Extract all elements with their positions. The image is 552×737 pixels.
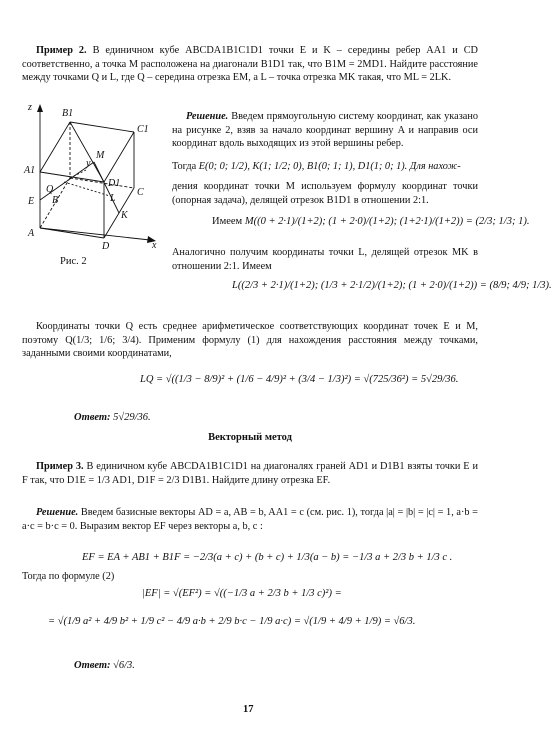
lq-formula: LQ = √((1/3 − 8/9)² + (1/6 − 4/9)² + (3/4 − 1/3)²) = √(725/36²) = 5√29/36. <box>140 374 459 385</box>
fig-label-c1: C1 <box>137 124 149 135</box>
fig-label-m: M <box>96 150 105 161</box>
fig-label-x: x <box>152 240 157 251</box>
example-3-text: В единичном кубе ABCDA1B1C1D1 на диагоналях граней AD1 и D1B1 взяты точки E и F так, что D1E = 1/3 AD1, D1F = 2/3 D1B1. Найдите длину отрезка EF. <box>22 461 478 486</box>
fig-label-k: K <box>121 210 128 221</box>
ef-length-1: |EF| = √(EF²) = √((−1/3 a + 2/3 b + 1/3 c)²) = <box>142 588 342 599</box>
fig-label-e: E <box>28 196 35 207</box>
example-3-solution: Решение. Введем базисные векторы AD = a, AB = b, AA1 = c (см. рис. 1), тогда |a| = |b| = |c| = 1, a·b = a·c = b·c = 0. Выразим вектор EF через векторы a, b, c : <box>22 507 478 532</box>
fig-label-a: A <box>28 228 35 239</box>
example-3-statement <box>22 460 478 487</box>
solution-intro <box>172 110 478 151</box>
example-2-statement <box>22 44 478 85</box>
fig-label-d1: D1 <box>108 178 121 189</box>
solution-label: Решение. <box>186 111 229 122</box>
page-number: 17 <box>243 704 254 715</box>
answer-3: Ответ: √6/3. <box>74 660 135 671</box>
cube-figure <box>22 100 170 250</box>
fig-label-c: C <box>137 187 144 198</box>
example-2-label: Пример 2. <box>36 45 87 56</box>
fig-label-a1: A1 <box>24 165 36 176</box>
fig-label-q: Q <box>46 184 54 195</box>
example-2-text: В единичном кубе ABCDA1B1C1D1 точки E и K – середины ребер AA1 и CD соответственно, а точка M расположена на диагонали B1D1 так, что B1M = 2MD1. Найдите расстояние между точками Q и L, где Q – середина отрезка EM, а L – точка отрезка MK такая, что ML = 2LK. <box>22 45 478 84</box>
figure-caption: Рис. 2 <box>60 256 87 267</box>
l-formula: L((2/3 + 2·1)/(1+2); (1/3 + 2·1/2)/(1+2); (1 + 2·0)/(1+2)) = (8/9; 4/9; 1/3). <box>232 280 552 291</box>
ef-formula: EF = EA + AB1 + B1F = −2/3(a + c) + (b + c) + 1/3(a − b) = −1/3 a + 2/3 b + 1/3 c . <box>82 552 453 563</box>
solution-p5: Координаты точки Q есть среднее арифметическое соответствующих координат точек E и M, поэтому Q(1/3; 1/6; 3/4). Применим формулу (1) для нахождения расстояния между точками, заданными своими координатами, <box>22 321 478 360</box>
example-3-label: Пример 3. <box>36 461 84 472</box>
solution-p1: Введем прямоугольную систему координат, как указано на рисунке 2, взяв за начало координат вершину A и направив оси координат вдоль выходящих из этой вершины ребер. <box>172 111 478 150</box>
fig-label-l: L <box>110 193 116 204</box>
ef-length-2: = √(1/9 a² + 4/9 b² + 1/9 c² − 4/9 a·b + 2/9 b·c − 1/9 a·c) = √(1/9 + 4/9 + 1/9) = √6/3. <box>48 616 416 627</box>
m-formula: Имеем M((0 + 2·1)/(1+2); (1 + 2·0)/(1+2); (1+2·1)/(1+2)) = (2/3; 1/3; 1). <box>212 216 530 227</box>
fig-label-d: D <box>102 241 110 252</box>
fig-label-b1: B1 <box>62 108 74 119</box>
coords-line: Тогда E(0; 0; 1/2), K(1; 1/2; 0), B1(0; 1; 1), D1(1; 0; 1). Для нахож- <box>172 161 461 172</box>
fig-label-z: z <box>28 102 32 113</box>
fig-label-y: y <box>86 158 91 169</box>
fig-label-b: B <box>52 195 59 206</box>
section-heading: Векторный метод <box>208 432 292 443</box>
answer-2: Ответ: 5√29/36. <box>74 412 151 423</box>
x-axis <box>40 228 150 240</box>
then-formula: Тогда по формуле (2) <box>22 571 115 582</box>
solution-p3: дения координат точки M используем формулу координат точки (опорная задача), делящей отрезок B1D1 в отношении 2:1. <box>172 181 478 206</box>
solution-p4: Аналогично получим координаты точки L, делящей отрезок MK в отношении 2:1. Имеем <box>172 247 478 272</box>
